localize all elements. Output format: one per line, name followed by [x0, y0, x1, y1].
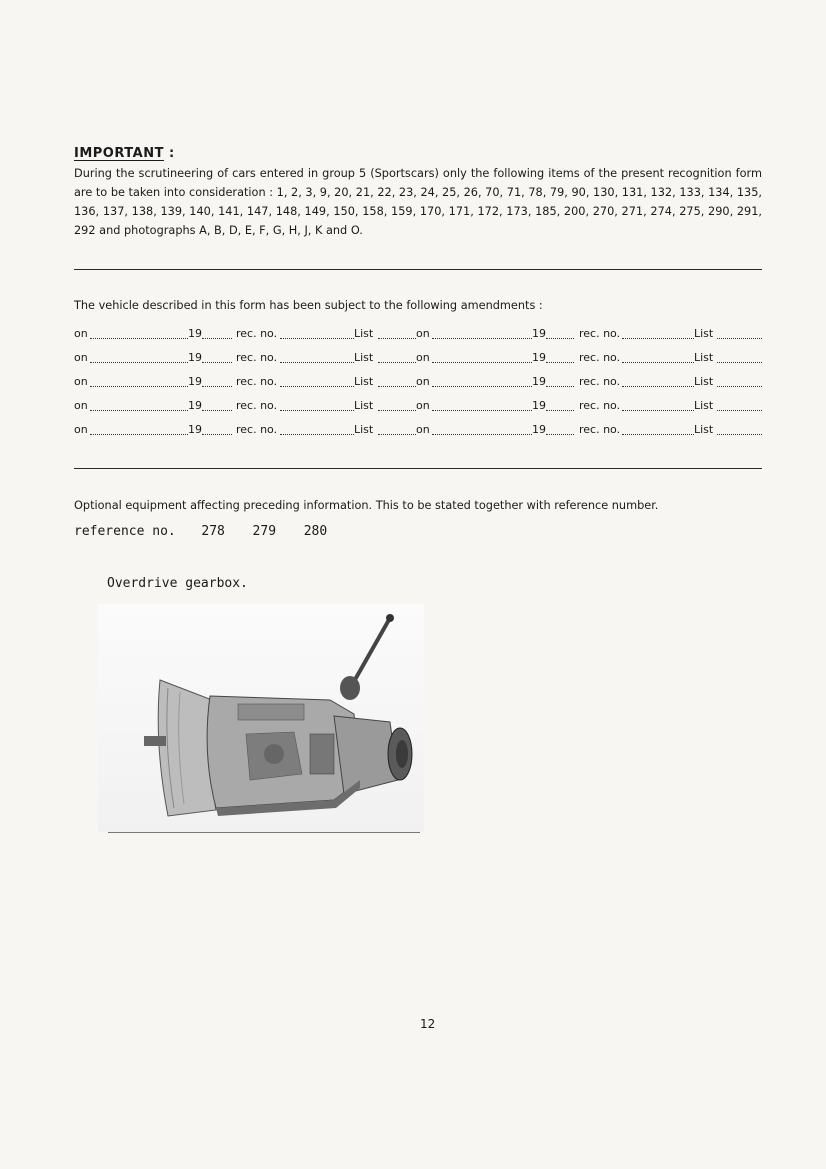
fill-in-dotted-line[interactable] [378, 410, 416, 411]
fill-in-dotted-line[interactable] [432, 434, 532, 435]
fill-in-dotted-line[interactable] [202, 386, 232, 387]
fill-in-dotted-line[interactable] [280, 434, 354, 435]
fill-in-dotted-line[interactable] [378, 362, 416, 363]
fill-in-dotted-line[interactable] [432, 410, 532, 411]
amendments-table [74, 327, 762, 447]
fill-in-dotted-line[interactable] [622, 410, 694, 411]
fill-in-dotted-line[interactable] [717, 410, 762, 411]
rec-no-label: rec. no. [579, 399, 621, 412]
fill-in-dotted-line[interactable] [546, 434, 574, 435]
important-heading [74, 146, 175, 161]
page-number: 12 [420, 1017, 436, 1031]
year-label: 19 [532, 375, 546, 388]
rec-no-label: rec. no. [579, 351, 621, 364]
fill-in-dotted-line[interactable] [622, 434, 694, 435]
fill-in-dotted-line[interactable] [202, 362, 232, 363]
list-label: List [354, 423, 374, 436]
year-label: 19 [188, 375, 202, 388]
important-heading-label: IMPORTANT [74, 146, 164, 161]
rec-no-label: rec. no. [236, 423, 278, 436]
fill-in-dotted-line[interactable] [717, 362, 762, 363]
list-label: List [354, 399, 374, 412]
date-label: on [74, 375, 88, 388]
fill-in-dotted-line[interactable] [90, 434, 188, 435]
amendment-row [74, 375, 762, 399]
rec-no-label: rec. no. [579, 375, 621, 388]
date-label: on [74, 327, 88, 340]
list-label: List [694, 327, 714, 340]
gearbox-illustration [98, 604, 424, 832]
fill-in-dotted-line[interactable] [90, 362, 188, 363]
list-label: List [694, 423, 714, 436]
section-divider-top [74, 269, 762, 270]
reference-value: 278 [201, 524, 225, 539]
overdrive-gearbox-photo [98, 604, 424, 832]
reference-value: 280 [303, 524, 328, 539]
list-label: List [354, 375, 374, 388]
amendments-intro: The vehicle described in this form has been subject to the following amendments : [74, 299, 543, 312]
fill-in-dotted-line[interactable] [717, 338, 762, 339]
year-label: 19 [532, 351, 546, 364]
fill-in-dotted-line[interactable] [280, 386, 354, 387]
reference-label: reference no. [74, 524, 176, 539]
reference-value: 279 [252, 524, 277, 539]
rec-no-label: rec. no. [236, 351, 278, 364]
fill-in-dotted-line[interactable] [202, 410, 232, 411]
reference-line [74, 524, 327, 539]
amendment-row [74, 327, 762, 351]
fill-in-dotted-line[interactable] [622, 362, 694, 363]
rec-no-label: rec. no. [579, 327, 621, 340]
important-heading-colon: : [168, 146, 175, 161]
year-label: 19 [188, 399, 202, 412]
fill-in-dotted-line[interactable] [432, 338, 532, 339]
fill-in-dotted-line[interactable] [90, 338, 188, 339]
amendment-row [74, 351, 762, 375]
list-label: List [694, 375, 714, 388]
fill-in-dotted-line[interactable] [717, 386, 762, 387]
fill-in-dotted-line[interactable] [280, 362, 354, 363]
list-label: List [354, 327, 374, 340]
fill-in-dotted-line[interactable] [546, 386, 574, 387]
rec-no-label: rec. no. [236, 375, 278, 388]
rec-no-label: rec. no. [579, 423, 621, 436]
optional-equipment-text: Optional equipment affecting preceding information. This to be stated together with reference number. [74, 499, 659, 512]
fill-in-dotted-line[interactable] [546, 362, 574, 363]
year-label: 19 [532, 423, 546, 436]
fill-in-dotted-line[interactable] [432, 386, 532, 387]
year-label: 19 [188, 423, 202, 436]
fill-in-dotted-line[interactable] [432, 362, 532, 363]
date-label: on [416, 327, 430, 340]
important-notice-text: During the scrutineering of cars entered in group 5 (Sportscars) only the following items of the present recognition form are to be taken into consideration : 1, 2, 3, 9, 20, 21, 22, 23, 24, 25, 26, 70, 71, 78, 79, 90, 130, 131, 132, 133, 134, 135, 136, 137, 138, 139, 140, 141, 147, 148, 149, 150, 158, 159, 170, 171, 172, 173, 185, 200, 270, 271, 274, 275, 290, 291, 292 and photographs A, B, D, E, F, G, H, J, K and O. [74, 167, 762, 237]
year-label: 19 [532, 399, 546, 412]
section-divider-bottom [74, 468, 762, 469]
overdrive-gearbox-label: Overdrive gearbox. [107, 576, 248, 591]
fill-in-dotted-line[interactable] [546, 410, 574, 411]
date-label: on [416, 423, 430, 436]
fill-in-dotted-line[interactable] [378, 386, 416, 387]
date-label: on [74, 351, 88, 364]
fill-in-dotted-line[interactable] [202, 434, 232, 435]
date-label: on [74, 423, 88, 436]
fill-in-dotted-line[interactable] [546, 338, 574, 339]
fill-in-dotted-line[interactable] [90, 386, 188, 387]
fill-in-dotted-line[interactable] [90, 410, 188, 411]
photo-bottom-rule [108, 832, 420, 833]
year-label: 19 [188, 351, 202, 364]
fill-in-dotted-line[interactable] [280, 410, 354, 411]
year-label: 19 [188, 327, 202, 340]
fill-in-dotted-line[interactable] [202, 338, 232, 339]
date-label: on [74, 399, 88, 412]
rec-no-label: rec. no. [236, 399, 278, 412]
amendment-row [74, 423, 762, 447]
year-label: 19 [532, 327, 546, 340]
list-label: List [354, 351, 374, 364]
fill-in-dotted-line[interactable] [378, 338, 416, 339]
rec-no-label: rec. no. [236, 327, 278, 340]
date-label: on [416, 399, 430, 412]
date-label: on [416, 351, 430, 364]
amendment-row [74, 399, 762, 423]
fill-in-dotted-line[interactable] [622, 386, 694, 387]
list-label: List [694, 351, 714, 364]
fill-in-dotted-line[interactable] [378, 434, 416, 435]
list-label: List [694, 399, 714, 412]
fill-in-dotted-line[interactable] [717, 434, 762, 435]
fill-in-dotted-line[interactable] [280, 338, 354, 339]
date-label: on [416, 375, 430, 388]
fill-in-dotted-line[interactable] [622, 338, 694, 339]
